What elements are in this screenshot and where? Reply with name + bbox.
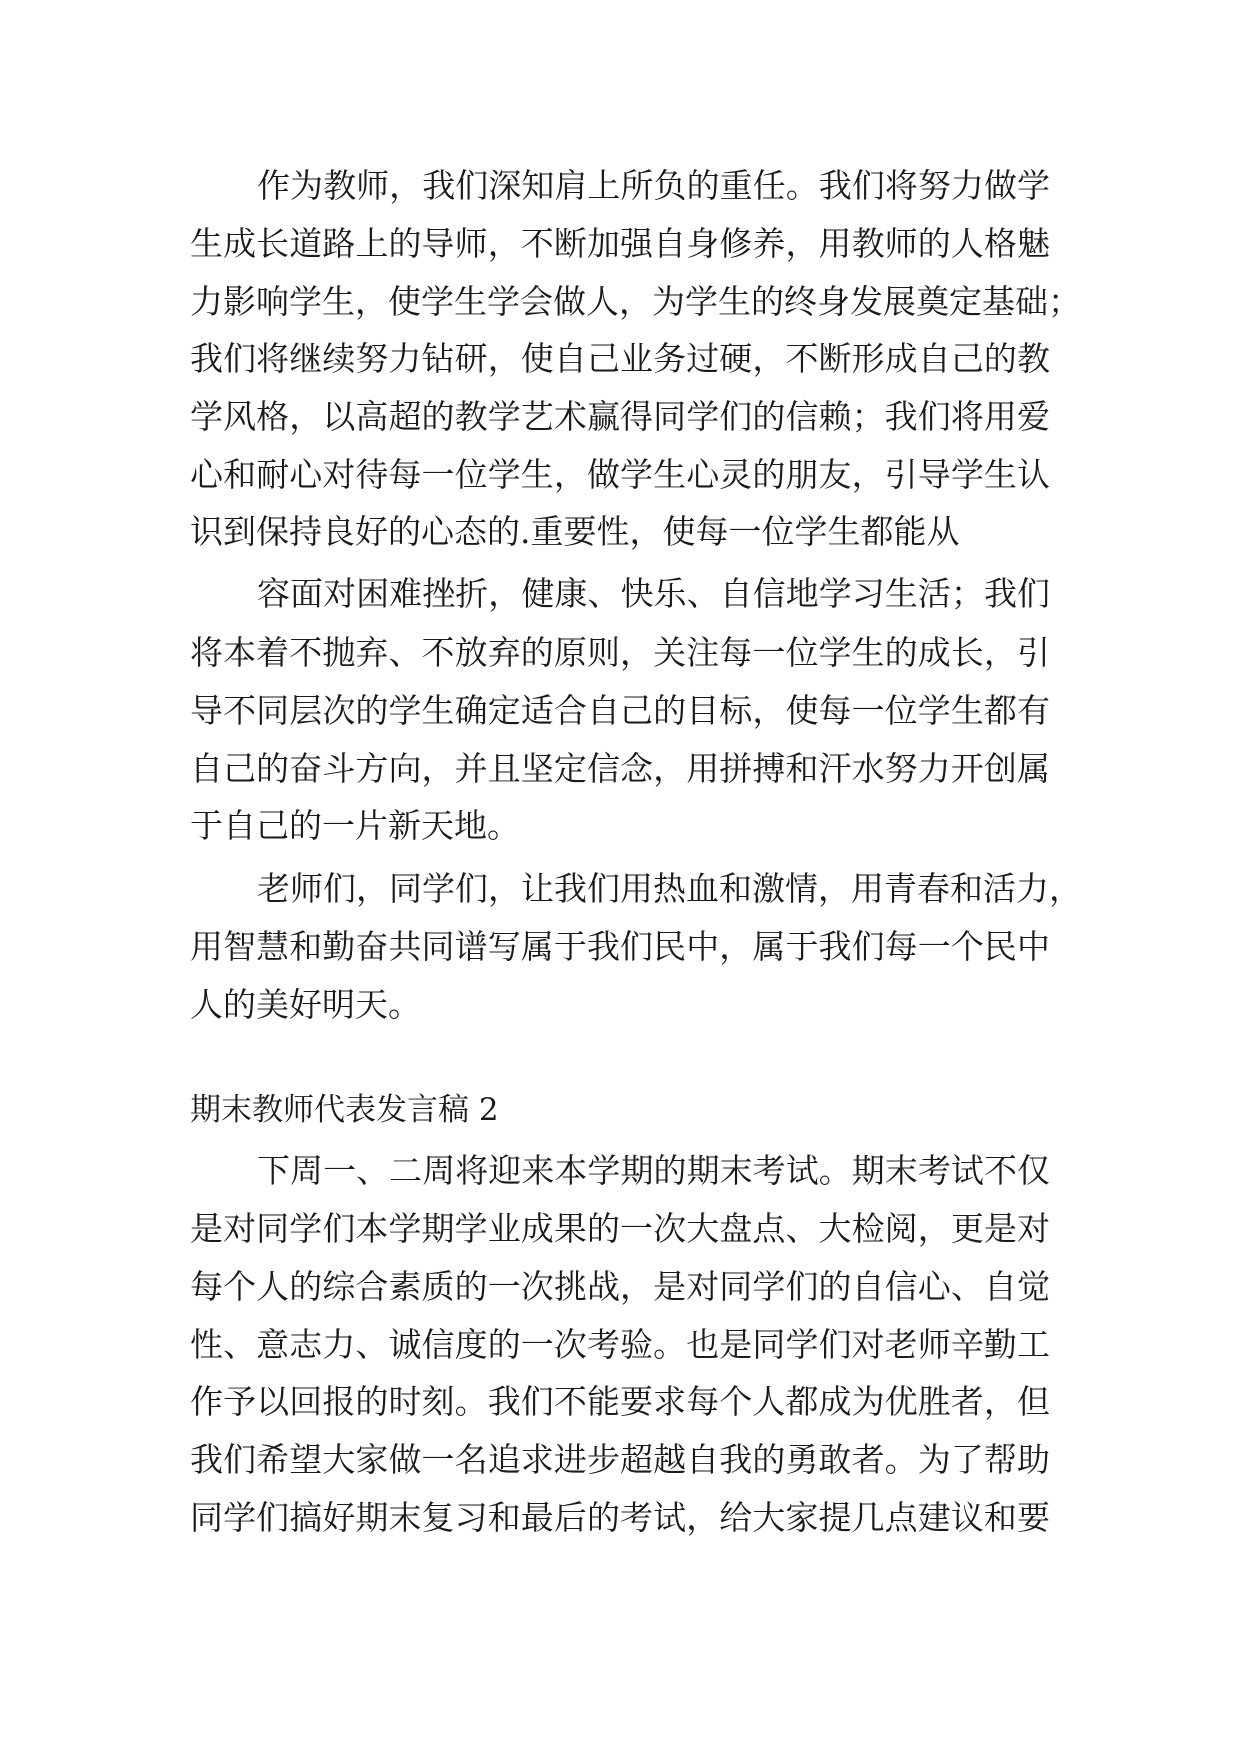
paragraph-1-line-7: 识到保持良好的心态的.重要性，使每一位学生都能从 [190, 512, 960, 551]
paragraph-1-line-3: 力影响学生，使学生学会做人，为学生的终身发展奠定基础； [190, 282, 1081, 321]
paragraph-2-line-3: 导不同层次的学生确定适合自己的目标，使每一位学生都有 [190, 691, 1050, 730]
paragraph-4-line-7: 同学们搞好期末复习和最后的考试，给大家提几点建议和要 [190, 1498, 1050, 1537]
paragraph-2-line-4: 自己的奋斗方向，并且坚定信念，用拼搏和汗水努力开创属 [190, 749, 1050, 788]
paragraph-1-line-4: 我们将继续努力钻研，使自己业务过硬，不断形成自己的教 [190, 339, 1050, 378]
section-heading: 期末教师代表发言稿 2 [190, 1092, 499, 1128]
paragraph-4-line-3: 每个人的综合素质的一次挑战，是对同学们的自信心、自觉 [190, 1267, 1050, 1306]
paragraph-4-line-6: 我们希望大家做一名追求进步超越自我的勇敢者。为了帮助 [190, 1440, 1050, 1479]
paragraph-3-line-3: 人的美好明天。 [190, 985, 421, 1024]
paragraph-2-line-1: 容面对困难挫折，健康、快乐、自信地学习生活；我们 [257, 574, 1050, 613]
paragraph-4-line-1: 下周一、二周将迎来本学期的期末考试。期末考试不仅 [257, 1151, 1050, 1190]
paragraph-3-line-1: 老师们，同学们，让我们用热血和激情，用青春和活力， [257, 869, 1082, 908]
paragraph-1-line-6: 心和耐心对待每一位学生，做学生心灵的朋友，引导学生认 [190, 455, 1050, 494]
paragraph-1-line-2: 生成长道路上的导师，不断加强自身修养，用教师的人格魅 [190, 224, 1050, 263]
paragraph-4-line-4: 性、意志力、诚信度的一次考验。也是同学们对老师辛勤工 [190, 1325, 1050, 1364]
paragraph-1-line-1: 作为教师，我们深知肩上所负的重任。我们将努力做学 [257, 166, 1050, 205]
paragraph-2-line-5: 于自己的一片新天地。 [190, 806, 520, 845]
paragraph-4-line-5: 作予以回报的时刻。我们不能要求每个人都成为优胜者，但 [190, 1382, 1050, 1421]
paragraph-3-line-2: 用智慧和勤奋共同谱写属于我们民中，属于我们每一个民中 [190, 927, 1050, 966]
paragraph-1-line-5: 学风格，以高超的教学艺术赢得同学们的信赖；我们将用爱 [190, 397, 1050, 436]
paragraph-4-line-2: 是对同学们本学期学业成果的一次大盘点、大检阅，更是对 [190, 1209, 1050, 1248]
paragraph-2-line-2: 将本着不抛弃、不放弃的原则，关注每一位学生的成长，引 [190, 633, 1050, 672]
